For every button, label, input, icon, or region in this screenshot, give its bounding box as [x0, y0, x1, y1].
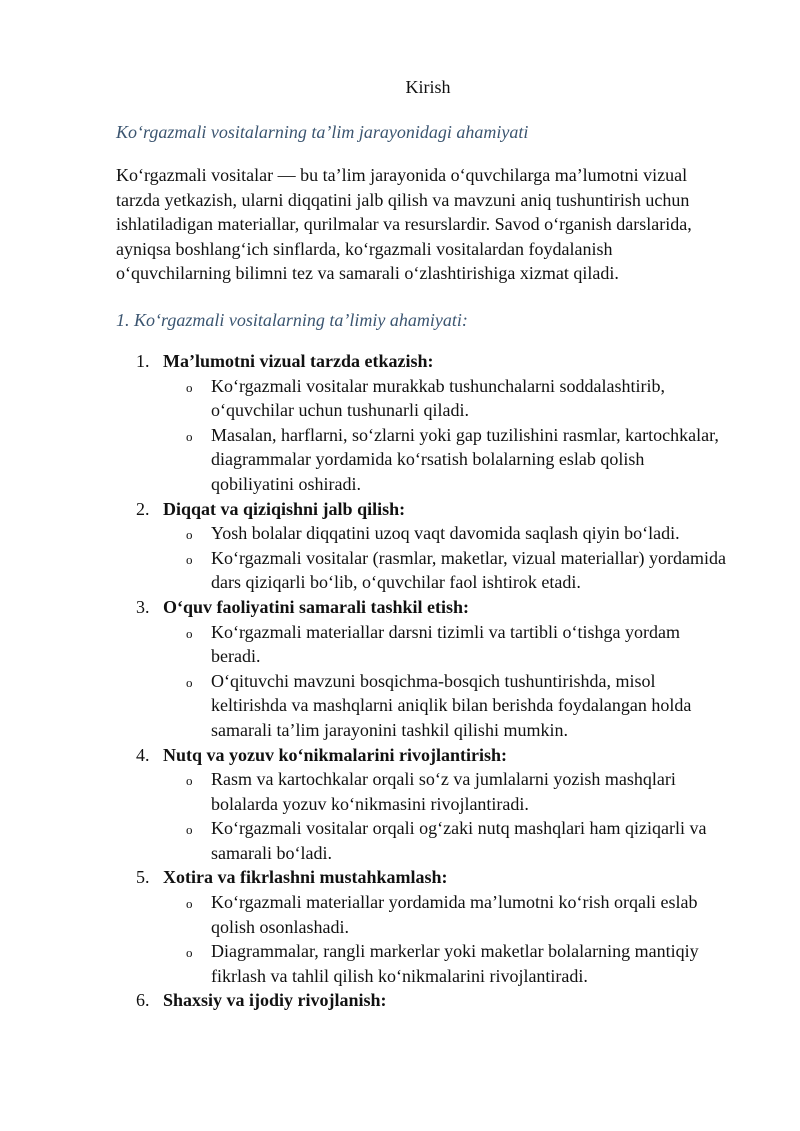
list-item-title: Shaxsiy va ijodiy rivojlanish:	[163, 990, 387, 1011]
list-item-title: Oʻquv faoliyatini samarali tashkil etish:	[163, 596, 470, 617]
list-item	[116, 595, 746, 743]
bullet-item	[116, 939, 731, 988]
list-item-number: 4.	[136, 744, 150, 765]
list-item-number: 6.	[136, 990, 150, 1011]
numbered-list	[116, 349, 746, 1013]
bullet-marker-icon: o	[186, 527, 193, 543]
intro-paragraph: Koʻrgazmali vositalar — bu taʼlim jarayonida oʻquvchilarga maʼlumotni vizual tarzda yetkazish, ularni diqqatini jalb qilish va mavzuni aniq tushuntirish uchun ishlatiladigan materiallar, qurilmalar va resurslardir. Savod oʻrganish darslarida, ayniqsa boshlangʻich sinflarda, koʻrgazmali vositalardan foydalanish oʻquvchilarning bilimni tez va samarali oʻzlashtirishiga xizmat qiladi.	[116, 165, 692, 284]
bullet-text: Rasm va kartochkalar orqali soʻz va jumlalarni yozish mashqlari bolalarda yozuv koʻnikmasini rivojlantiradi.	[211, 769, 676, 814]
bullet-marker-icon: o	[186, 945, 193, 961]
page-title: Kirish	[405, 77, 451, 97]
list-item	[116, 349, 746, 497]
bullet-item	[116, 767, 731, 816]
bullet-item	[116, 423, 731, 497]
list-item	[116, 865, 746, 988]
bullet-item	[116, 890, 731, 939]
bullet-text: Koʻrgazmali vositalar orqali ogʻzaki nutq mashqlari ham qiziqarli va samarali boʻladi.	[211, 818, 707, 863]
bullet-list	[116, 890, 746, 988]
bullet-item	[116, 816, 731, 865]
bullet-item	[116, 374, 731, 423]
bullet-text: Oʻqituvchi mavzuni bosqichma-bosqich tushuntirishda, misol keltirishda va mashqlarni aniqlik bilan berishda foydalangan holda samarali taʼlim jarayonini tashkil qilishi mumkin.	[211, 670, 692, 740]
list-item-number: 5.	[136, 867, 150, 888]
bullet-item	[116, 521, 731, 546]
subsection-heading: 1. Koʻrgazmali vositalarning taʼlimiy ahamiyati:	[116, 310, 468, 330]
bullet-item	[116, 546, 731, 595]
list-item-title: Xotira va fikrlashni mustahkamlash:	[163, 867, 448, 888]
bullet-marker-icon: o	[186, 428, 193, 444]
bullet-text: Koʻrgazmali vositalar (rasmlar, maketlar, vizual materiallar) yordamida dars qiziqarli boʻlib, oʻquvchilar faol ishtirok etadi.	[211, 547, 727, 593]
bullet-list	[116, 767, 746, 865]
bullet-list	[116, 374, 746, 497]
bullet-marker-icon: o	[186, 379, 193, 395]
bullet-text: Koʻrgazmali materiallar yordamida maʼlumotni koʻrish orqali eslab qolish osonlashadi.	[211, 892, 698, 937]
bullet-marker-icon: o	[186, 551, 193, 567]
bullet-text: Diagrammalar, rangli markerlar yoki maketlar bolalarning mantiqiy fikrlash va tahlil qilish koʻnikmalarini rivojlantiradi.	[211, 941, 699, 986]
bullet-marker-icon: o	[186, 674, 193, 690]
bullet-list	[116, 620, 746, 743]
bullet-text: Masalan, harflarni, soʻzlarni yoki gap tuzilishini rasmlar, kartochkalar, diagrammalar yordamida koʻrsatish bolalarning eslab qolish qobiliyatini oshiradi.	[211, 424, 719, 494]
bullet-text: Koʻrgazmali vositalar murakkab tushunchalarni soddalashtirib, oʻquvchilar uchun tushunarli qiladi.	[211, 375, 666, 421]
list-item	[116, 497, 746, 595]
bullet-item	[116, 669, 731, 743]
bullet-marker-icon: o	[186, 773, 193, 789]
bullet-text: Yosh bolalar diqqatini uzoq vaqt davomida saqlash qiyin boʻladi.	[211, 523, 680, 544]
section-heading: Koʻrgazmali vositalarning taʼlim jarayonidagi ahamiyati	[116, 122, 529, 142]
list-item-title: Nutq va yozuv koʻnikmalarini rivojlantirish:	[163, 744, 508, 765]
bullet-list	[116, 521, 746, 595]
list-item-title: Maʼlumotni vizual tarzda etkazish:	[163, 351, 434, 371]
bullet-item	[116, 620, 731, 669]
list-item-number: 1.	[136, 351, 150, 371]
list-item	[116, 743, 746, 866]
list-item-number: 3.	[136, 596, 150, 617]
bullet-marker-icon: o	[186, 625, 193, 641]
bullet-marker-icon: o	[186, 822, 193, 838]
list-item-title: Diqqat va qiziqishni jalb qilish:	[163, 498, 406, 519]
bullet-marker-icon: o	[186, 896, 193, 912]
bullet-text: Koʻrgazmali materiallar darsni tizimli va tartibli oʻtishga yordam beradi.	[211, 621, 681, 667]
list-item-number: 2.	[136, 498, 150, 519]
list-item	[116, 988, 746, 1013]
